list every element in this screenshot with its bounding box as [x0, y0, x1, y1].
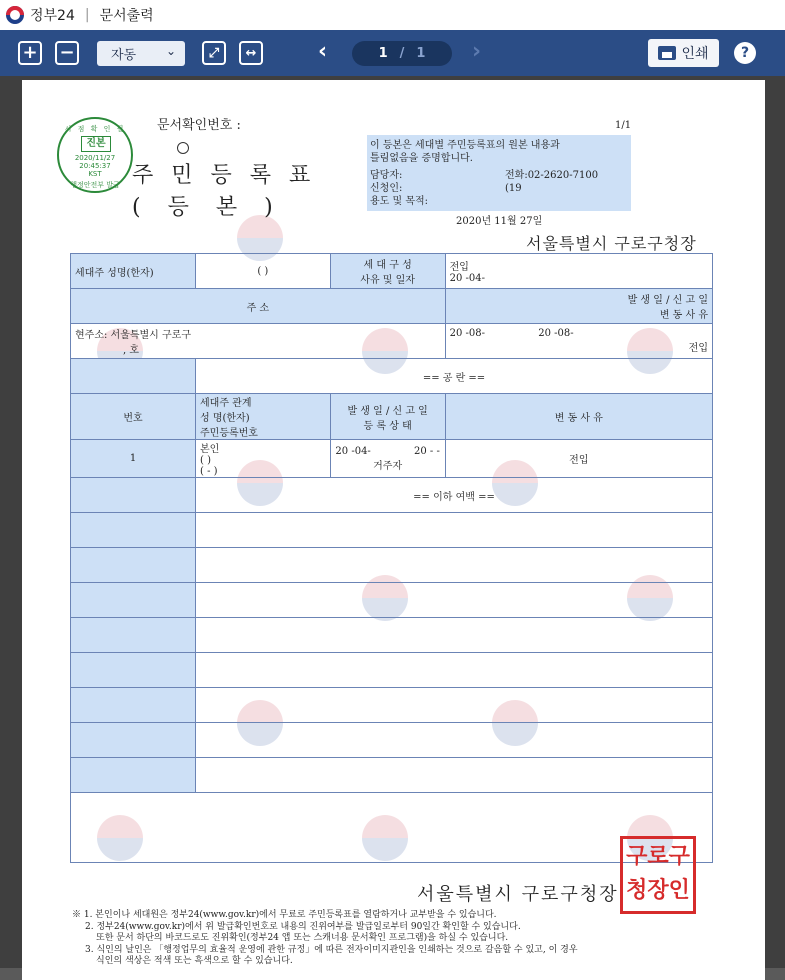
cert-applicant-row: [370, 182, 628, 195]
seal-time: 20:45:37: [79, 162, 111, 170]
member-dates: [330, 440, 445, 478]
empty-row-cell: [196, 653, 713, 688]
col-dates-status: [330, 394, 445, 440]
circle-mark-icon: [177, 142, 189, 154]
composition-value: [445, 254, 712, 289]
footnote-line: 3. 식인의 날인은 「행정업무의 효율적 운영에 관한 규정」에 따른 전자이미지관인을 인쇄하는 것으로 갈음할 수 있고, 이 경우: [85, 944, 578, 955]
applicant-id: (19: [505, 183, 522, 194]
manager-phone: 전화:02-2620-7100: [505, 170, 599, 181]
official-stamp: [620, 836, 696, 914]
app-name: 정부24: [30, 8, 75, 24]
chevron-down-icon: ⌄: [165, 44, 176, 58]
page-separator: /: [399, 46, 405, 61]
current-address-row: [71, 324, 713, 359]
printer-icon: [658, 46, 676, 60]
member-rrn: ( - ): [200, 466, 218, 477]
composition-label-2: 사유 및 일자: [360, 275, 415, 286]
household-head-row: [71, 254, 713, 289]
fit-page-icon: ⤢: [208, 45, 220, 61]
empty-row: [71, 723, 713, 758]
address-reason: 전입: [688, 343, 708, 354]
end-label: == 이하 여백 ==: [196, 478, 713, 513]
end-row: [71, 478, 713, 513]
empty-row-cell: [196, 618, 713, 653]
current-page[interactable]: 1: [378, 46, 388, 61]
footnote-line: 또한 문서 하단의 바코드로도 진위확인(정부24 앱 또는 스캐너용 문서확인 프로그램)을 하실 수 있습니다.: [96, 933, 509, 943]
issue-date: 2020년 11월 27일: [456, 216, 543, 227]
empty-row: [71, 653, 713, 688]
seal-date: 2020/11/27: [74, 154, 116, 162]
member-date-line: [335, 446, 441, 457]
empty-row-cell: [71, 793, 713, 863]
document-subtitle: ( 등 본 ): [132, 195, 273, 220]
current-address-line2: , 호: [123, 345, 140, 356]
head-name-label: 세대주 성명(한자): [71, 254, 196, 289]
address-header-row: [71, 289, 713, 324]
blank-row: [71, 359, 713, 394]
head-name-value: ( ): [196, 254, 331, 289]
member-status: 거주자: [373, 460, 403, 472]
footnote-line: 2. 정부24(www.gov.kr)에서 위 발급확인번호로 내용의 진위여부를 발급일로부터 90일간 확인할 수 있습니다.: [85, 921, 521, 932]
empty-row-margin: [71, 653, 196, 688]
composition-reason: 전입: [449, 262, 469, 273]
current-address-cell: [71, 324, 446, 359]
member-number: 1: [71, 440, 196, 478]
empty-row-margin: [71, 723, 196, 758]
composition-label: [330, 254, 445, 289]
empty-row-margin: [71, 618, 196, 653]
empty-row-margin: [71, 513, 196, 548]
empty-row-cell: [196, 583, 713, 618]
chevron-right-icon: ›: [472, 39, 482, 64]
cert-manager-row: [370, 169, 628, 182]
member-date-2: 20 - -: [414, 445, 440, 457]
current-address-label: 현주소:: [75, 330, 108, 341]
certification-box: [367, 135, 631, 211]
zoom-out-button[interactable]: [55, 41, 79, 65]
empty-row-margin: [71, 583, 196, 618]
zoom-in-button[interactable]: [18, 41, 42, 65]
fit-width-button[interactable]: [239, 41, 263, 65]
issuer-name-bottom: 서울특별시 구로구청장: [417, 884, 619, 905]
seal-bottom-text: 행정안전부 발급: [70, 181, 120, 189]
help-button[interactable]: [734, 42, 756, 64]
title-divider: |: [84, 7, 90, 23]
current-address-dates: [445, 324, 712, 359]
manager-label: 담당자:: [370, 170, 403, 181]
member-info: [196, 440, 331, 478]
col-dates: 발 생 일 / 신 고 일: [347, 405, 428, 417]
stamp-text: 구로구청장인: [626, 843, 690, 903]
address-dates: [450, 328, 708, 339]
col-rrn: 주민등록번호: [200, 428, 258, 439]
prev-page-button[interactable]: [318, 39, 327, 64]
empty-row: [71, 548, 713, 583]
end-row-margin: [71, 478, 196, 513]
empty-row-cell: [196, 548, 713, 583]
chevron-left-icon: ‹: [318, 39, 328, 64]
applicant-label: 신청인:: [370, 183, 403, 194]
zoom-value: 자동: [111, 48, 137, 63]
gov24-logo-icon: [6, 6, 24, 24]
plus-icon: +: [22, 42, 38, 63]
address-date-1: 20 -08-: [449, 328, 486, 339]
current-address: 서울특별시 구로구: [110, 330, 192, 341]
col-status: 등 록 상 태: [363, 420, 412, 432]
seal-main-text: 진본: [81, 136, 111, 152]
col-name: 성 명(한자): [200, 413, 250, 424]
document-title: 주민등록표: [132, 163, 329, 188]
confirm-number-label: 문서확인번호 :: [157, 118, 241, 133]
blank-label: == 공 란 ==: [196, 359, 713, 394]
address-header: 주 소: [71, 289, 446, 324]
empty-row: [71, 513, 713, 548]
issuer-name: 서울특별시 구로구청장: [526, 234, 697, 253]
member-row: [71, 440, 713, 478]
change-header: 변 동 사 유: [659, 310, 708, 321]
col-relation: 세대주 관계: [200, 398, 252, 409]
minus-icon: −: [59, 42, 75, 63]
footnotes: [72, 910, 712, 968]
empty-row-cell: [196, 758, 713, 793]
cert-line-2: 틀림없음을 증명합니다.: [370, 153, 473, 164]
viewer-toolbar: [0, 30, 785, 76]
empty-row-cell: [196, 723, 713, 758]
col-number: 번호: [71, 394, 196, 440]
empty-row: [71, 758, 713, 793]
blank-row-margin: [71, 359, 196, 394]
col-relation-name: [196, 394, 331, 440]
empty-row: [71, 618, 713, 653]
document-viewer[interactable]: [0, 76, 785, 968]
page-indicator: [352, 41, 452, 66]
member-name: ( ): [200, 455, 211, 466]
purpose-label: 용도 및 목적:: [370, 196, 429, 207]
registration-table: [70, 253, 713, 863]
col-change: 변 동 사 유: [445, 394, 712, 440]
empty-row-margin: [71, 758, 196, 793]
empty-row-cell: [196, 688, 713, 723]
page-indicator-doc: 1/1: [615, 120, 632, 131]
empty-row-margin: [71, 688, 196, 723]
seal-zone: KST: [88, 170, 102, 178]
member-header-row: [71, 394, 713, 440]
empty-row: [71, 688, 713, 723]
fit-page-button[interactable]: [202, 41, 226, 65]
document-page: [22, 80, 765, 980]
window-title: 문서출력: [99, 8, 154, 24]
empty-row-cell: [196, 513, 713, 548]
address-date-2: 20 -08-: [538, 328, 574, 339]
composition-date: 20 -04-: [449, 273, 486, 284]
footnote-line: ※ 1. 본인이나 세대원은 정부24(www.gov.kr)에서 무료로 주민등록표를 열람하거나 교부받을 수 있습니다.: [72, 910, 497, 920]
total-pages: 1: [416, 46, 426, 61]
footnote-line: 식인의 색상은 적색 또는 흑색으로 할 수 있습니다.: [96, 956, 293, 966]
question-icon: ?: [740, 45, 750, 61]
member-relation: 본인: [200, 444, 220, 455]
empty-row: [71, 583, 713, 618]
address-dates-header: [445, 289, 712, 324]
empty-row-margin: [71, 548, 196, 583]
fit-width-icon: ↔: [245, 45, 257, 61]
empty-row: [71, 793, 713, 863]
member-date-1: 20 -04-: [335, 445, 371, 457]
seal-arc-text: 시 점 확 인 필: [64, 125, 126, 133]
date-header: 발 생 일 / 신 고 일: [627, 295, 708, 306]
window-titlebar: [0, 0, 785, 30]
composition-label-1: 세 대 구 성: [363, 260, 412, 271]
authenticity-seal: [57, 117, 133, 193]
next-page-button[interactable]: [472, 39, 481, 64]
member-change: 전입: [445, 440, 712, 478]
print-button[interactable]: [648, 39, 719, 67]
print-label: 인쇄: [681, 46, 709, 62]
seal-datetime: [59, 154, 131, 178]
zoom-select[interactable]: [97, 41, 185, 66]
cert-line-1: 이 등본은 세대별 주민등록표의 원본 내용과: [370, 140, 560, 151]
